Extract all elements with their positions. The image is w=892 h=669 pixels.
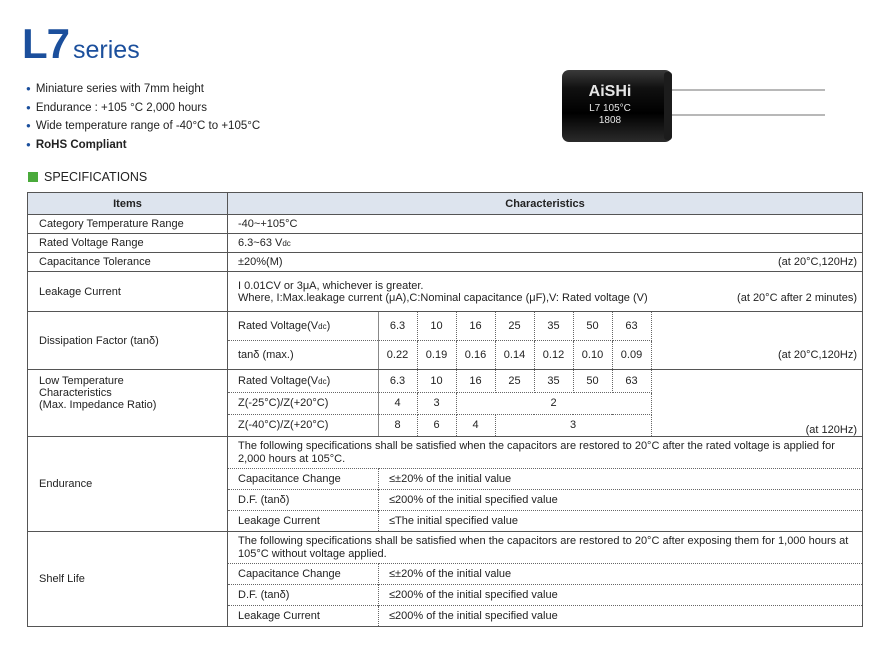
label-text: ): [326, 374, 331, 387]
table-row: [28, 272, 863, 312]
condition-note: (at 20°C,120Hz): [778, 256, 857, 268]
item-label: Capacitance Tolerance: [28, 253, 228, 272]
condition-note: (at 20°C after 2 minutes): [737, 291, 857, 304]
tolerance-value: ±20%(M): [238, 256, 283, 268]
row-label: Z(-40°C)/Z(+20°C): [228, 414, 378, 436]
dissipation-subtable: [228, 312, 862, 369]
section-title: SPECIFICATIONS: [44, 170, 148, 184]
voltage-cell: 63: [612, 312, 651, 340]
voltage-cell: 50: [573, 312, 612, 340]
spec-value: ≤±20% of the initial value: [379, 564, 863, 585]
unit-subscript: dc: [318, 321, 327, 331]
label-line: (Max. Impedance Ratio): [39, 399, 157, 411]
item-value: [228, 272, 863, 312]
voltage-cell: 25: [495, 370, 534, 392]
capacitor-end-cap: [664, 72, 672, 140]
item-label: Endurance: [28, 437, 228, 532]
table-row: [28, 253, 863, 272]
row-label: Z(-25°C)/Z(+20°C): [228, 392, 378, 414]
spec-value: ≤200% of the initial specified value: [379, 490, 863, 511]
label-text: Rated Voltage(V: [238, 319, 319, 332]
series-name: L7: [22, 20, 70, 67]
table-header-row: [28, 193, 863, 215]
spec-key: D.F. (tanδ): [228, 585, 379, 606]
shelf-life-description: The following specifications shall be satisfied when the capacitors are restored to 20°C after exposing them for 1,000 hours at 105°C without voltage applied.: [238, 535, 849, 560]
row-label: [228, 312, 378, 340]
spec-value: ≤200% of the initial specified value: [379, 585, 863, 606]
spec-key: Leakage Current: [228, 606, 379, 627]
tan-cell: 0.10: [573, 340, 612, 369]
leakage-definition: Where, I:Max.leakage current (μA),C:Nominal capacitance (μF),V: Rated voltage (V): [238, 291, 648, 304]
item-value: [228, 532, 863, 627]
voltage-cell: 35: [534, 370, 573, 392]
spec-value: ≤The initial specified value: [379, 511, 863, 532]
voltage-cell: 6.3: [378, 312, 417, 340]
table-row: [28, 234, 863, 253]
feature-list: [26, 80, 260, 154]
series-suffix: series: [73, 36, 140, 64]
green-square-icon: [28, 172, 38, 182]
voltage-cell: 16: [456, 312, 495, 340]
cap-date-text: 1808: [598, 115, 622, 126]
item-label: Leakage Current: [28, 272, 228, 312]
table-row: [28, 312, 863, 370]
label-text: Rated Voltage(V: [238, 374, 319, 387]
condition-note: (at 20°C,120Hz): [778, 348, 857, 361]
label-line: Characteristics: [39, 387, 112, 399]
item-value: [228, 253, 863, 272]
item-label: [28, 370, 228, 437]
unit-subscript: dc: [282, 239, 291, 248]
voltage-cell: 16: [456, 370, 495, 392]
tan-cell: 0.09: [612, 340, 651, 369]
spec-key: Capacitance Change: [228, 564, 379, 585]
capacitor-image: [560, 68, 830, 148]
item-value: [228, 312, 863, 370]
cap-rating-text: L7 105°C: [589, 103, 631, 114]
item-label: Shelf Life: [28, 532, 228, 627]
section-heading: [28, 170, 147, 184]
endurance-subtable: [228, 468, 862, 531]
feature-item: ● Wide temperature range of -40°C to +105°C: [26, 117, 260, 136]
item-label: Category Temperature Range: [28, 215, 228, 234]
cap-brand-text: AiSHi: [588, 83, 632, 100]
ratio-cell: 3: [417, 392, 456, 414]
endurance-description: The following specifications shall be satisfied when the capacitors are restored to 20°C after the rated voltage is applied for 2,000 hours at 105°C.: [238, 440, 835, 465]
tan-cell: 0.22: [378, 340, 417, 369]
tan-cell: 0.12: [534, 340, 573, 369]
label-line: Low Temperature: [39, 375, 124, 387]
tan-cell: 0.14: [495, 340, 534, 369]
spec-value: ≤±20% of the initial value: [379, 469, 863, 490]
table-row: [28, 370, 863, 437]
empty-cell: [651, 312, 862, 340]
shelf-life-subtable: [228, 563, 862, 626]
item-value: [228, 437, 863, 532]
voltage-cell: 25: [495, 312, 534, 340]
table-row: [28, 215, 863, 234]
feature-item: ● Endurance : +105 °C 2,000 hours: [26, 99, 260, 118]
leakage-formula: I 0.01CV or 3μA, whichever is greater.: [238, 279, 424, 292]
table-row: [28, 532, 863, 627]
table-row: [28, 437, 863, 532]
feature-item: ● Miniature series with 7mm height: [26, 80, 260, 99]
empty-cell: [651, 370, 862, 392]
item-label: Dissipation Factor (tanδ): [28, 312, 228, 370]
spec-value: ≤200% of the initial specified value: [379, 606, 863, 627]
empty-cell: [651, 392, 862, 414]
tan-cell: 0.16: [456, 340, 495, 369]
voltage-cell: 10: [417, 370, 456, 392]
header-items: Items: [28, 193, 228, 215]
voltage-cell: 50: [573, 370, 612, 392]
spec-key: Capacitance Change: [228, 469, 379, 490]
voltage-cell: 63: [612, 370, 651, 392]
header-characteristics: Characteristics: [228, 193, 863, 215]
low-temp-subtable: [228, 370, 862, 436]
spec-key: D.F. (tanδ): [228, 490, 379, 511]
voltage-cell: 10: [417, 312, 456, 340]
item-value: [228, 370, 863, 437]
row-label: [228, 370, 378, 392]
unit-subscript: dc: [318, 376, 327, 386]
ratio-cell: 3: [495, 414, 651, 436]
item-label: Rated Voltage Range: [28, 234, 228, 253]
rated-voltage-value: 6.3~63 V: [238, 237, 283, 249]
spec-table: [27, 192, 863, 627]
item-value: -40~+105°C: [228, 215, 863, 234]
label-text: ): [326, 319, 331, 332]
feature-item-rohs: ● RoHS Compliant: [26, 136, 260, 155]
ratio-cell: 4: [378, 392, 417, 414]
item-value: [228, 234, 863, 253]
row-label: tanδ (max.): [228, 340, 378, 369]
voltage-cell: 6.3: [378, 370, 417, 392]
page-title: [22, 20, 140, 70]
voltage-cell: 35: [534, 312, 573, 340]
ratio-cell: 2: [456, 392, 651, 414]
ratio-cell: 8: [378, 414, 417, 436]
ratio-cell: 4: [456, 414, 495, 436]
ratio-cell: 6: [417, 414, 456, 436]
tan-cell: 0.19: [417, 340, 456, 369]
condition-note: (at 120Hz): [805, 424, 857, 436]
spec-key: Leakage Current: [228, 511, 379, 532]
